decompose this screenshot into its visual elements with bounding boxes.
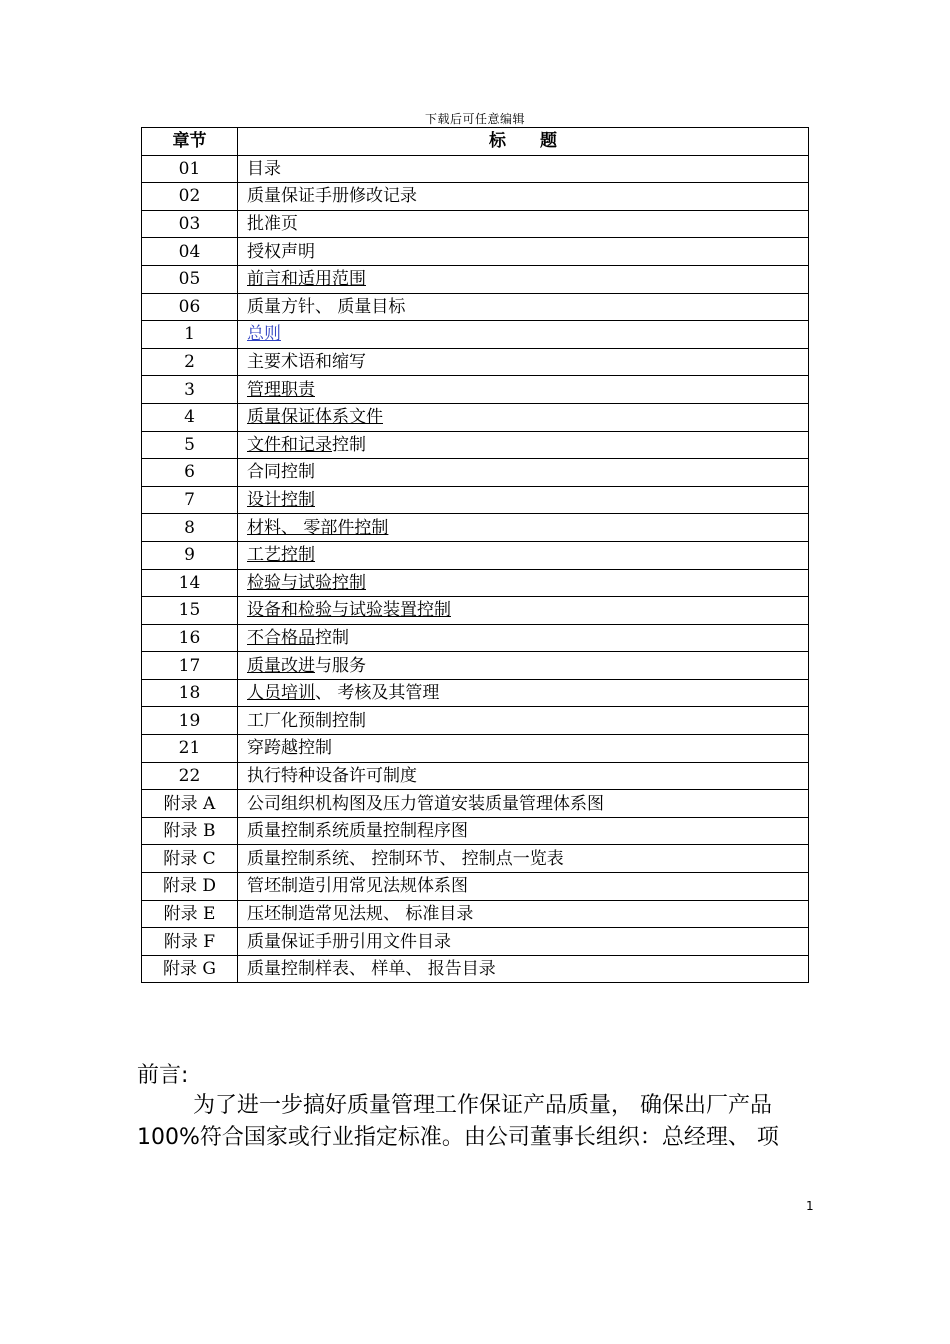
table-row: [142, 735, 809, 763]
foreword-heading: 前言:: [137, 1063, 189, 1088]
table-row: [142, 155, 809, 183]
chapter-number: 02: [142, 183, 238, 211]
chapter-number: 附录 A: [142, 790, 238, 818]
chapter-title[interactable]: 文件和记录: [247, 434, 332, 455]
chapter-title-cell: [238, 955, 809, 983]
table-row: [142, 514, 809, 542]
table-row: [142, 928, 809, 956]
chapter-number: 5: [142, 431, 238, 459]
table-row: [142, 762, 809, 790]
chapter-title-cell: [238, 900, 809, 928]
chapter-title-suffix: 、 考核及其管理: [315, 683, 440, 704]
chapter-title[interactable]: 设计控制: [247, 490, 315, 511]
table-row: [142, 486, 809, 514]
table-row: [142, 955, 809, 983]
chapter-title-cell: [238, 652, 809, 680]
chapter-title-cell: [238, 183, 809, 211]
foreword-paragraph: [137, 1090, 797, 1154]
chapter-title-link[interactable]: 总则: [247, 324, 281, 345]
table-row: [142, 790, 809, 818]
chapter-title[interactable]: 管理职责: [247, 379, 315, 400]
chapter-number: 06: [142, 293, 238, 321]
table-row: [142, 652, 809, 680]
chapter-title-cell: [238, 845, 809, 873]
chapter-title: 质量保证手册引用文件目录: [247, 931, 451, 952]
table-row: [142, 900, 809, 928]
chapter-title-cell: [238, 486, 809, 514]
table-row: [142, 873, 809, 901]
chapter-title: 穿跨越控制: [247, 738, 332, 759]
chapter-number: 16: [142, 624, 238, 652]
table-row: [142, 238, 809, 266]
chapter-title: 质量方针、 质量目标: [247, 296, 406, 317]
chapter-number: 附录 E: [142, 900, 238, 928]
chapter-title: 主要术语和缩写: [247, 352, 366, 373]
chapter-title[interactable]: 材料、 零部件控制: [247, 517, 389, 538]
table-row: [142, 459, 809, 487]
chapter-number: 4: [142, 403, 238, 431]
table-row: [142, 403, 809, 431]
chapter-title[interactable]: 设备和检验与试验装置控制: [247, 600, 451, 621]
chapter-title-cell: [238, 155, 809, 183]
chapter-title: 工厂化预制控制: [247, 710, 366, 731]
chapter-title: 质量保证手册修改记录: [247, 186, 417, 207]
chapter-title: 授权声明: [247, 241, 315, 262]
chapter-number: 附录 F: [142, 928, 238, 956]
chapter-title[interactable]: 前言和适用范围: [247, 269, 366, 290]
chapter-number: 9: [142, 541, 238, 569]
chapter-number: 05: [142, 265, 238, 293]
table-row: [142, 569, 809, 597]
chapter-title-cell: [238, 679, 809, 707]
chapter-number: 04: [142, 238, 238, 266]
chapter-title: 批准页: [247, 214, 298, 235]
chapter-title[interactable]: 人员培训: [247, 683, 315, 704]
chapter-number: 附录 B: [142, 817, 238, 845]
chapter-title-cell: [238, 348, 809, 376]
column-header-chapter: 章节: [142, 128, 238, 156]
table-header-row: [142, 128, 809, 156]
foreword-line-1: 为了进一步搞好质量管理工作保证产品质量， 确保出厂产品: [193, 1093, 772, 1118]
contents-table: [141, 127, 809, 983]
chapter-title-cell: [238, 293, 809, 321]
chapter-number: 15: [142, 597, 238, 625]
chapter-title-cell: [238, 238, 809, 266]
page-number: 1: [806, 1199, 814, 1213]
chapter-title-cell: [238, 514, 809, 542]
chapter-title: 公司组织机构图及压力管道安装质量管理体系图: [247, 793, 604, 814]
chapter-number: 19: [142, 707, 238, 735]
table-row: [142, 707, 809, 735]
chapter-title: 执行特种设备许可制度: [247, 765, 417, 786]
chapter-title-cell: [238, 376, 809, 404]
foreword-line-2: 100%符合国家或行业指定标准。由公司董事长组织：总经理、 项: [137, 1125, 779, 1150]
chapter-title-cell: [238, 762, 809, 790]
table-row: [142, 265, 809, 293]
table-row: [142, 845, 809, 873]
header-note: 下载后可任意编辑: [424, 112, 525, 126]
chapter-title: 压坯制造常见法规、 标准目录: [247, 903, 474, 924]
chapter-number: 附录 G: [142, 955, 238, 983]
chapter-title-cell: [238, 459, 809, 487]
chapter-number: 21: [142, 735, 238, 763]
table-row: [142, 321, 809, 349]
chapter-title-cell: [238, 707, 809, 735]
chapter-title-cell: [238, 873, 809, 901]
chapter-title: 管坯制造引用常见法规体系图: [247, 876, 468, 897]
chapter-number: 附录 D: [142, 873, 238, 901]
chapter-number: 01: [142, 155, 238, 183]
table-row: [142, 293, 809, 321]
chapter-title-cell: [238, 403, 809, 431]
chapter-title-cell: [238, 735, 809, 763]
chapter-title-cell: [238, 817, 809, 845]
chapter-number: 6: [142, 459, 238, 487]
table-row: [142, 679, 809, 707]
chapter-title[interactable]: 质量改进: [247, 655, 315, 676]
chapter-title-suffix: 控制: [315, 627, 349, 648]
chapter-title: 质量控制系统、 控制环节、 控制点一览表: [247, 848, 564, 869]
chapter-number: 03: [142, 210, 238, 238]
chapter-title[interactable]: 质量保证体系文件: [247, 407, 383, 428]
chapter-title-cell: [238, 790, 809, 818]
table-row: [142, 210, 809, 238]
chapter-number: 14: [142, 569, 238, 597]
table-row: [142, 597, 809, 625]
chapter-title-suffix: 控制: [332, 434, 366, 455]
chapter-number: 1: [142, 321, 238, 349]
table-row: [142, 348, 809, 376]
chapter-number: 3: [142, 376, 238, 404]
chapter-number: 附录 C: [142, 845, 238, 873]
chapter-title-cell: [238, 624, 809, 652]
table-row: [142, 183, 809, 211]
chapter-title: 质量控制样表、 样单、 报告目录: [247, 959, 496, 980]
chapter-title-cell: [238, 597, 809, 625]
chapter-number: 18: [142, 679, 238, 707]
chapter-title-cell: [238, 569, 809, 597]
chapter-title-cell: [238, 541, 809, 569]
chapter-title: 合同控制: [247, 462, 315, 483]
chapter-title-cell: [238, 928, 809, 956]
chapter-title-cell: [238, 265, 809, 293]
chapter-title-cell: [238, 431, 809, 459]
chapter-number: 2: [142, 348, 238, 376]
chapter-title: 质量控制系统质量控制程序图: [247, 821, 468, 842]
chapter-title-cell: [238, 210, 809, 238]
chapter-title[interactable]: 不合格品: [247, 627, 315, 648]
table-row: [142, 541, 809, 569]
chapter-number: 7: [142, 486, 238, 514]
chapter-title: 目录: [247, 158, 281, 179]
chapter-title-cell: [238, 321, 809, 349]
table-row: [142, 376, 809, 404]
column-header-title: 标 题: [238, 128, 809, 156]
chapter-title[interactable]: 工艺控制: [247, 545, 315, 566]
chapter-number: 22: [142, 762, 238, 790]
chapter-title-suffix: 与服务: [315, 655, 366, 676]
table-row: [142, 431, 809, 459]
chapter-number: 17: [142, 652, 238, 680]
chapter-number: 8: [142, 514, 238, 542]
table-body: [142, 155, 809, 983]
chapter-title[interactable]: 检验与试验控制: [247, 572, 366, 593]
table-row: [142, 817, 809, 845]
table-row: [142, 624, 809, 652]
